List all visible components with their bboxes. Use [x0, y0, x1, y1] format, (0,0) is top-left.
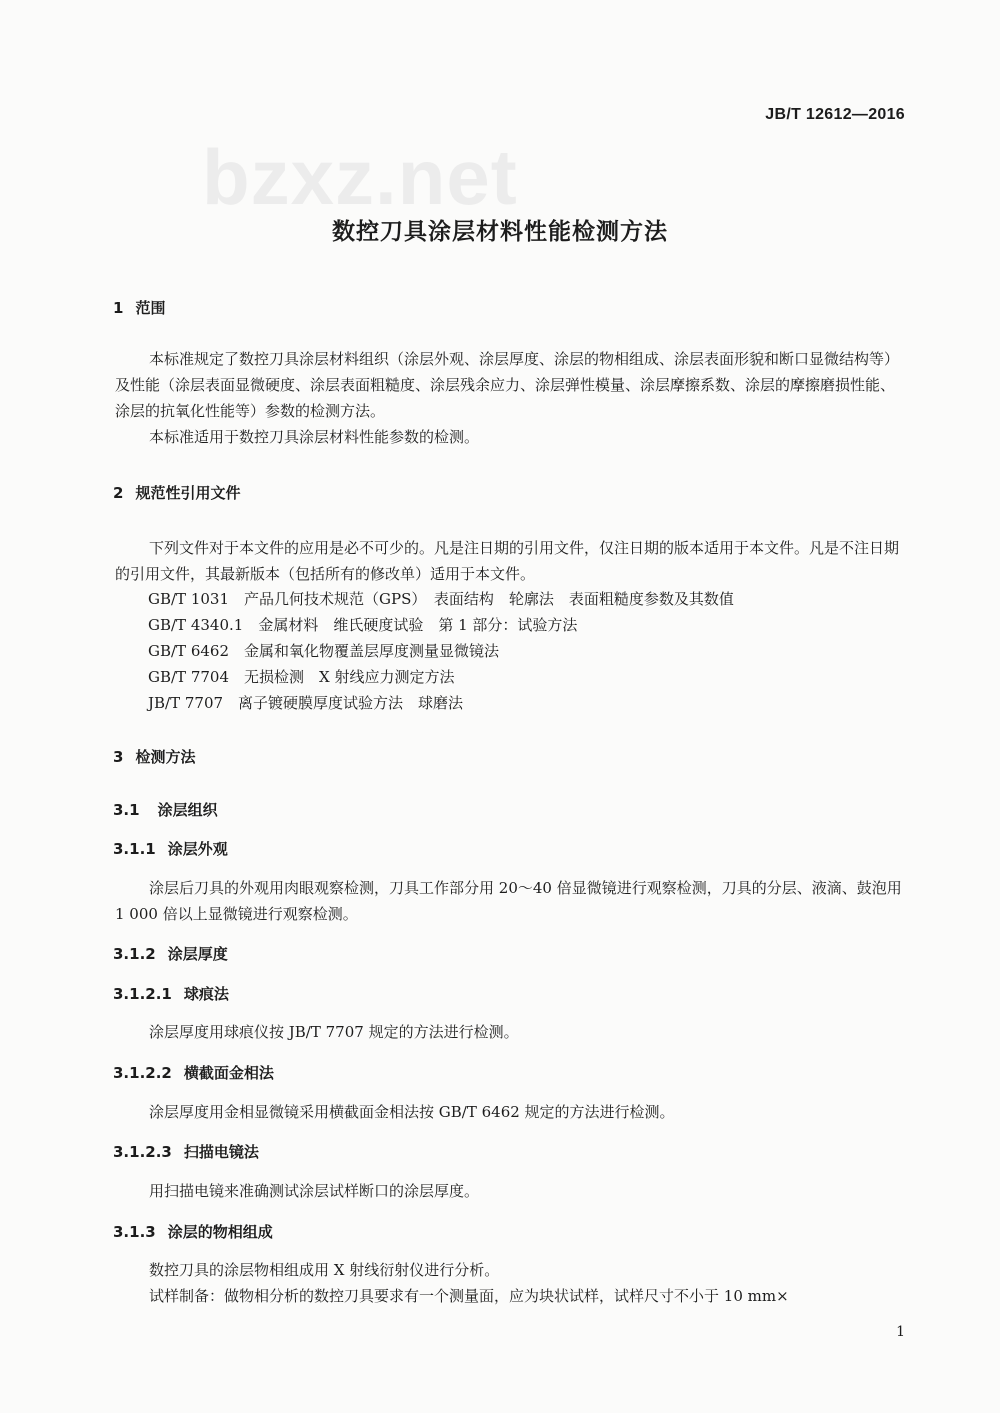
paragraph: 涂层厚度用球痕仪按 JB/T 7707 规定的方法进行检测。 [149, 1023, 519, 1041]
watermark: bzxz.net [202, 133, 518, 221]
section-number: 3 [113, 748, 124, 766]
section-3-1-3-body [115, 1257, 905, 1309]
document-title: 数控刀具涂层材料性能检测方法 [332, 219, 668, 245]
section-number: 3.1.1 [113, 840, 156, 858]
section-3-1-3-heading [113, 1221, 273, 1242]
section-number: 3.1 [113, 801, 140, 819]
section-title: 球痕法 [183, 985, 229, 1003]
section-number: 3.1.2.1 [113, 985, 172, 1003]
section-title: 检测方法 [135, 748, 196, 766]
section-title: 规范性引用文件 [135, 484, 241, 502]
section-title: 涂层的物相组成 [167, 1223, 273, 1241]
paragraph: 下列文件对于本文件的应用是必不可少的。凡是注日期的引用文件，仅注日期的版本适用于本文件。凡是不注日期的引用文件，其最新版本（包括所有的修改单）适用于本文件。 [115, 539, 900, 583]
section-number: 3.1.2 [113, 945, 156, 963]
section-title: 涂层组织 [157, 801, 218, 819]
section-2-heading [113, 482, 240, 503]
section-1-heading [113, 297, 165, 318]
section-3-heading [113, 746, 195, 767]
section-title: 涂层厚度 [167, 945, 228, 963]
section-3-1-heading [113, 799, 218, 820]
section-3-1-1-heading [113, 838, 228, 859]
section-3-1-2-3-heading [113, 1141, 259, 1162]
paragraph: 本标准规定了数控刀具涂层材料组织（涂层外观、涂层厚度、涂层的物相组成、涂层表面形貌和断口显微结构等）及性能（涂层表面显微硬度、涂层表面粗糙度、涂层残余应力、涂层弹性模量、涂层摩擦系数、涂层的摩擦磨损性能、涂层的抗氧化性能等）参数的检测方法。 [115, 350, 900, 420]
standard-code: JB/T 12612—2016 [765, 106, 905, 123]
section-3-1-2-heading [113, 943, 228, 964]
reference-item: GB/T 4340.1 金属材料 维氏硬度试验 第 1 部分：试验方法 [148, 616, 578, 634]
section-title: 涂层外观 [167, 840, 228, 858]
page-number: 1 [896, 1324, 905, 1340]
section-3-1-1-body [115, 875, 905, 927]
section-3-1-2-2-heading [113, 1062, 274, 1083]
paragraph: 用扫描电镜来准确测试涂层试样断口的涂层厚度。 [149, 1182, 480, 1200]
section-title: 横截面金相法 [183, 1064, 274, 1082]
reference-item: GB/T 6462 金属和氧化物覆盖层厚度测量显微镜法 [148, 642, 500, 660]
paragraph: 本标准适用于数控刀具涂层材料性能参数的检测。 [149, 428, 480, 446]
section-title: 扫描电镜法 [183, 1143, 259, 1161]
paragraph: 涂层厚度用金相显微镜采用横截面金相法按 GB/T 6462 规定的方法进行检测。 [149, 1103, 675, 1121]
section-2-body [115, 535, 905, 587]
section-number: 3.1.2.3 [113, 1143, 172, 1161]
reference-item: JB/T 7707 离子镀硬膜厚度试验方法 球磨法 [148, 694, 464, 712]
section-3-1-2-1-heading [113, 983, 229, 1004]
reference-item: GB/T 1031 产品几何技术规范（GPS） 表面结构 轮廓法 表面粗糙度参数及其数值 [148, 590, 734, 608]
section-3-1-2-3-body [115, 1178, 905, 1204]
section-number: 1 [113, 299, 124, 317]
section-title: 范围 [135, 299, 166, 317]
section-number: 3.1.3 [113, 1223, 156, 1241]
paragraph: 试样制备：做物相分析的数控刀具要求有一个测量面，应为块状试样，试样尺寸不小于 10 mm× [149, 1287, 789, 1305]
section-number: 2 [113, 484, 124, 502]
reference-item: GB/T 7704 无损检测 X 射线应力测定方法 [148, 668, 455, 686]
section-1-body [115, 346, 905, 450]
paragraph: 数控刀具的涂层物相组成用 X 射线衍射仪进行分析。 [149, 1261, 500, 1279]
section-number: 3.1.2.2 [113, 1064, 172, 1082]
paragraph: 涂层后刀具的外观用肉眼观察检测，刀具工作部分用 20～40 倍显微镜进行观察检测，刀具的分层、液滴、鼓泡用 1 000 倍以上显微镜进行观察检测。 [115, 879, 902, 923]
section-3-1-2-1-body [115, 1019, 905, 1045]
section-3-1-2-2-body [115, 1099, 905, 1125]
